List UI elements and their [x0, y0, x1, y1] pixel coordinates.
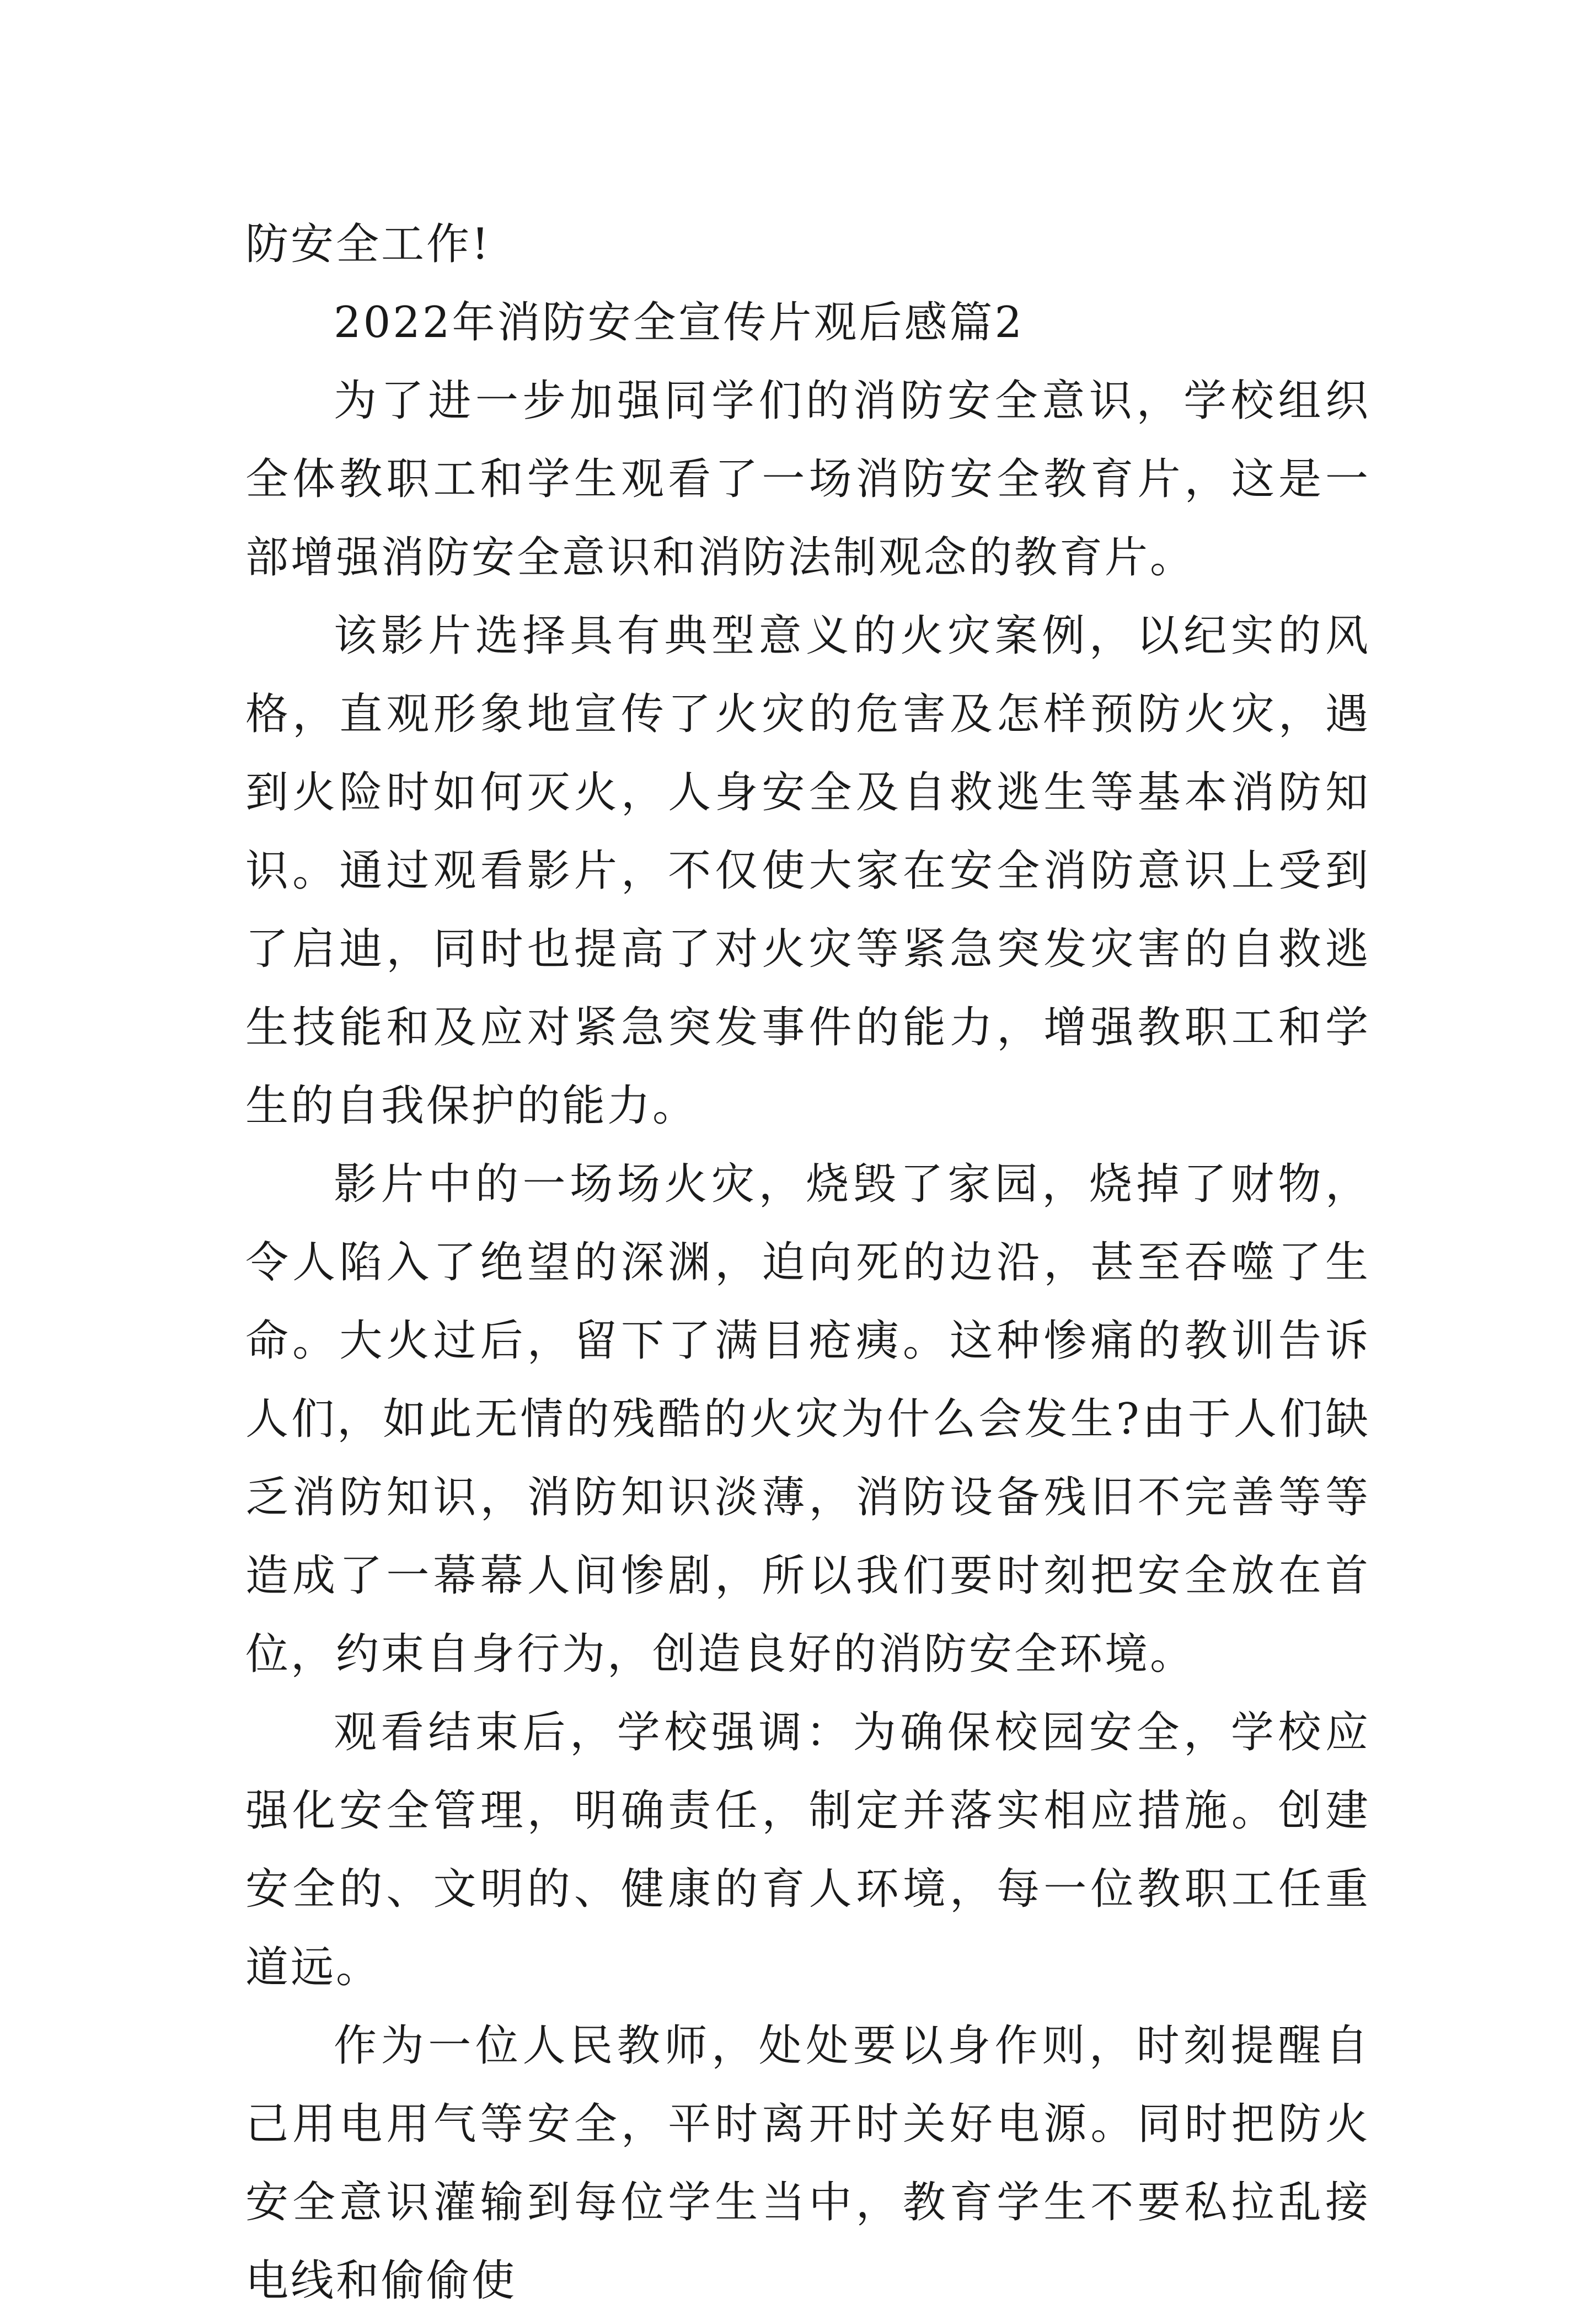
continuation-text: 防安全工作!	[245, 220, 491, 269]
paragraph: 观看结束后，学校强调：为确保校园安全，学校应强化安全管理，明确责任，制定并落实相应措施。创建安全的、文明的、健康的育人环境，每一位教职工任重道远。	[245, 1708, 1370, 1992]
document-body	[245, 205, 1370, 2320]
paragraph: 作为一位人民教师，处处要以身作则，时刻提醒自己用电用气等安全，平时离开时关好电源。同时把防火安全意识灌输到每位学生当中，教育学生不要私拉乱接电线和偷偷使	[245, 2021, 1370, 2306]
section-heading: 2022年消防安全宣传片观后感篇2	[334, 298, 1025, 348]
paragraph: 为了进一步加强同学们的消防安全意识，学校组织全体教职工和学生观看了一场消防安全教育片，这是一部增强消防安全意识和消防法制观念的教育片。	[245, 376, 1370, 582]
paragraph: 该影片选择具有典型意义的火灾案例，以纪实的风格，直观形象地宣传了火灾的危害及怎样预防火灾，遇到火险时如何灭火，人身安全及自救逃生等基本消防知识。通过观看影片，不仅使大家在安全消防意识上受到了启迪，同时也提高了对火灾等紧急突发灾害的自救逃生技能和及应对紧急突发事件的能力，增强教职工和学生的自我保护的能力。	[245, 611, 1370, 1131]
paragraph: 影片中的一场场火灾，烧毁了家园，烧掉了财物，令人陷入了绝望的深渊，迫向死的边沿，甚至吞噬了生命。大火过后，留下了满目疮痍。这种惨痛的教训告诉人们，如此无情的残酷的火灾为什么会发生?由于人们缺乏消防知识，消防知识淡薄，消防设备残旧不完善等等造成了一幕幕人间惨剧，所以我们要时刻把安全放在首位，约束自身行为，创造良好的消防安全环境。	[245, 1159, 1370, 1679]
